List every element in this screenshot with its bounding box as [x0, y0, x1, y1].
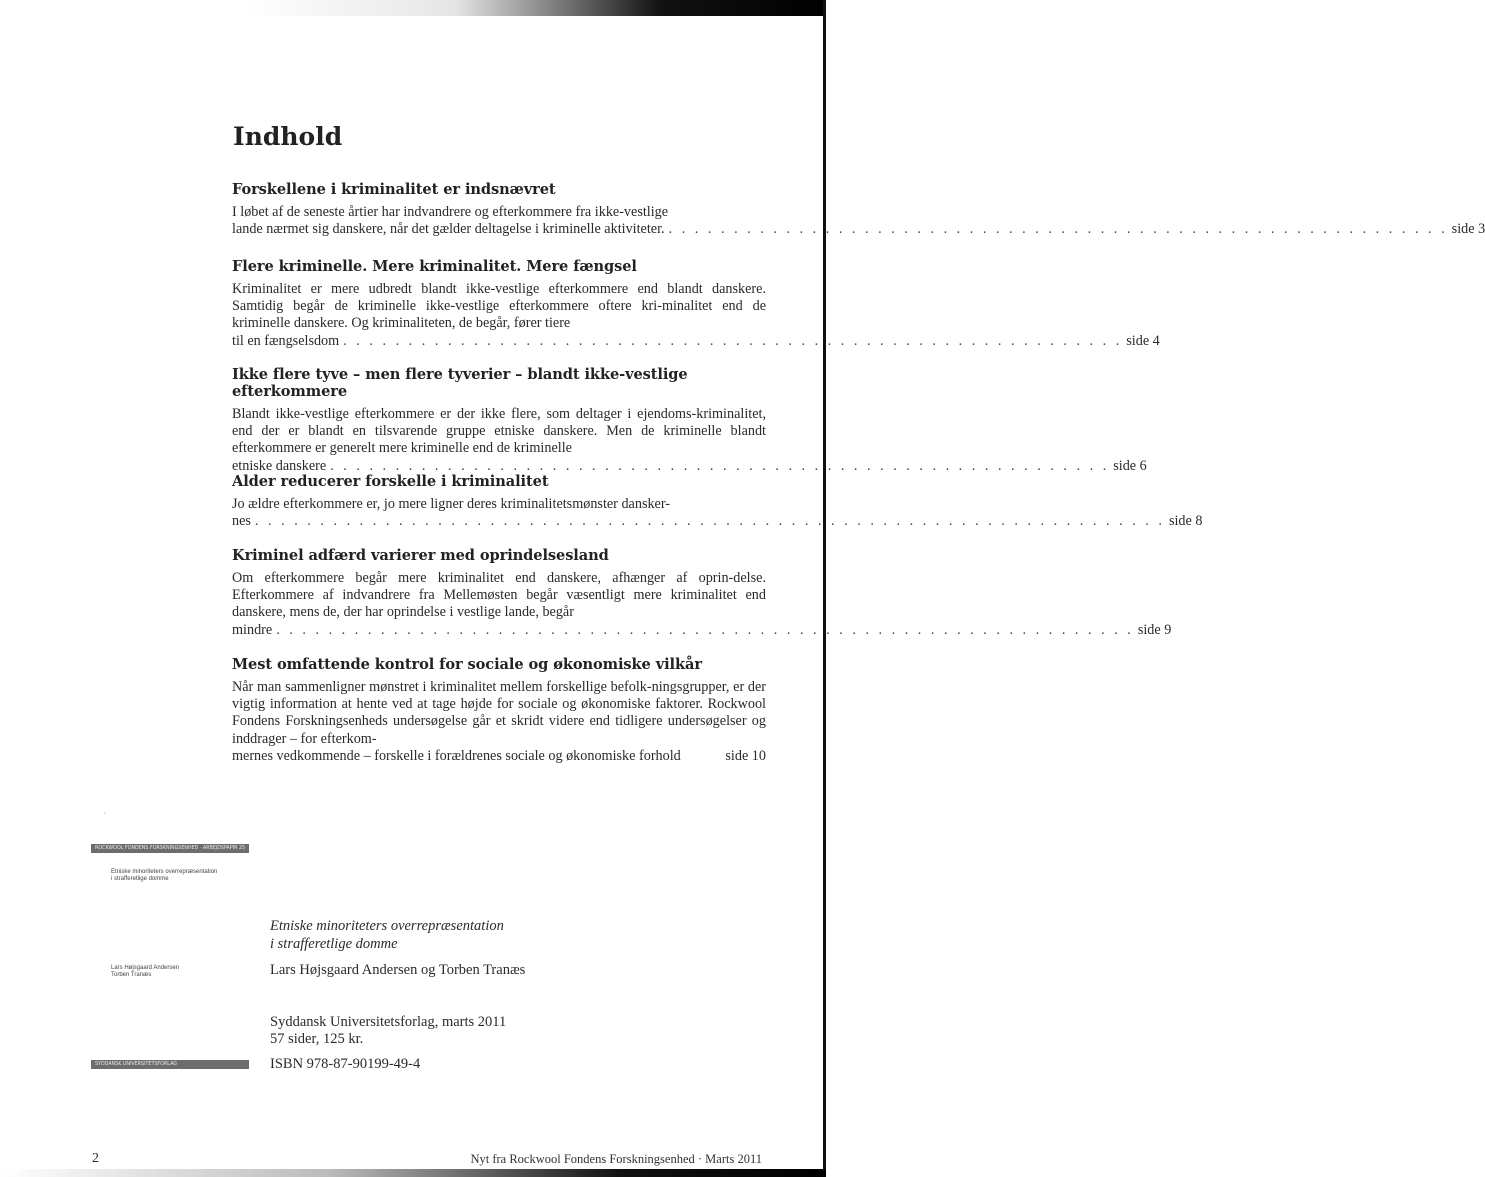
cover-author-1: Lars Højsgaard Andersen [111, 965, 180, 971]
toc-entry [232, 366, 1147, 475]
toc-entry-last-text: til en fængselsdom [232, 332, 340, 349]
book-title-line1: Etniske minoriteters overrepræsentation [270, 918, 504, 934]
toc-entry-last-line [232, 513, 1203, 530]
cover-top-band: ROCKWOOL FONDENS FORSKNINGSENHED · ARBEJDSPAPIR 25 [91, 844, 249, 853]
toc-page-ref: side 8 [1168, 513, 1203, 530]
toc-entry-body: Jo ældre efterkommere er, jo mere ligner deres kriminalitetsmønster dansker- [232, 496, 671, 512]
toc-page-ref: side 4 [1126, 332, 1160, 349]
scan-edge-right [823, 0, 826, 1177]
cover-title [111, 869, 217, 883]
toc-page-ref: side 10 [725, 747, 766, 764]
toc-entry-last-text: etniske danskere [232, 457, 327, 474]
toc-entry [232, 473, 1203, 530]
book-isbn: ISBN 978-87-90199-49-4 [270, 1056, 421, 1072]
toc-entry-last-line [232, 332, 1160, 350]
toc-entry-last-text: lande nærmet sig danskere, når det gælder deltagelse i kriminelle aktiviteter. [232, 221, 665, 238]
cover-bottom-band: SYDDANSK UNIVERSITETSFORLAG [91, 1060, 249, 1069]
book-title [270, 917, 504, 953]
toc-entry-body: I løbet af de seneste årtier har indvandrere og efterkommere fra ikke-vestlige [232, 204, 669, 220]
toc-leader-dots: . . . . . . . . . . . . . . . . . . . . . . . . . . . . . . . . . . . . . . . . . . . . . . . . . . . . . . . . . . . . [330, 457, 1110, 474]
toc-leader-dots: . . . . . . . . . . . . . . . . . . . . . . . . . . . . . . . . . . . . . . . . . . . . . . . . . . . . . . . . . . . . [343, 332, 1123, 349]
toc-entry [232, 656, 766, 765]
cover-authors [111, 965, 179, 979]
book-publication [270, 1014, 506, 1048]
toc-page-ref: side 6 [1113, 457, 1147, 474]
toc-entry-body: Blandt ikke-vestlige efterkommere er der ikke flere, som deltager i ejendoms-kriminalitet, end der er blandt en tilsvarende gruppe etniske danskere. Men de kriminelle blandt efterkommere er generelt mere kriminelle end de kriminelle [232, 406, 766, 457]
toc-entry [232, 181, 1485, 238]
toc-entry-last-line [232, 621, 1172, 639]
scan-edge-top [0, 0, 826, 16]
toc-entry-title: Forskellene i kriminalitet er indsnævret [232, 181, 556, 198]
toc-entry-last-text: mindre [232, 621, 273, 638]
running-footer: Nyt fra Rockwool Fondens Forskningsenhed · Marts 2011 [470, 1152, 762, 1166]
toc-entry-body: Om efterkommere begår mere kriminalitet end danskere, afhænger af oprin-delse. Efterkommere af indvandrere fra Mellemøsten begår væsentligt mere kriminalitet end danskere, mens de, der har oprindelse i vestlige lande, begår [232, 570, 766, 621]
toc-entry [232, 547, 1172, 639]
toc-entry [232, 258, 1160, 350]
toc-entry-title: Ikke flere tyve – men flere tyverier – blandt ikke-vestlige efterkommere [232, 366, 688, 400]
toc-entry-body: Kriminalitet er mere udbredt blandt ikke-vestlige efterkommere end blandt danskere. Samtidig begår de kriminelle ikke-vestlige efterkommere oftere kri-minalitet end de kriminelle danskere. Og kriminaliteten, de begår, fører tiere [232, 281, 766, 332]
book-publisher: Syddansk Universitetsforlag, marts 2011 [270, 1014, 507, 1030]
toc-entry-last-text: mernes vedkommende – forskelle i forældrenes sociale og økonomiske forhold [232, 747, 681, 764]
cover-title-line2: i strafferetlige domme [111, 876, 169, 882]
toc-entry-title: Kriminel adfærd varierer med oprindelsesland [232, 547, 609, 564]
toc-entry-title: Alder reducerer forskelle i kriminalitet [232, 473, 549, 490]
book-pages-price: 57 sider, 125 kr. [270, 1031, 364, 1047]
toc-entry-title: Mest omfattende kontrol for sociale og økonomiske vilkår [232, 656, 702, 673]
book-title-line2: i strafferetlige domme [270, 936, 398, 952]
scan-edge-bottom [0, 1169, 826, 1177]
cover-author-2: Torben Tranæs [111, 972, 152, 978]
toc-leader-dots: . . . . . . . . . . . . . . . . . . . . . . . . . . . . . . . . . . . . . . . . . . . . . . . . . . . . . . . . . . . . . . . . . . . . . . [254, 513, 1165, 530]
toc-leader-dots: . . . . . . . . . . . . . . . . . . . . . . . . . . . . . . . . . . . . . . . . . . . . . . . . . . . . . . . . . . . . . . . . . . [276, 621, 1134, 638]
toc-entry-last-text: nes [232, 513, 251, 530]
toc-entry-body: Når man sammenligner mønstret i kriminalitet mellem forskellige befolk-ningsgrupper, er der vigtig information at hente ved at tage højde for sociale og økonomiske faktorer. Rockwool Fondens Forskningsenheds undersøgelse går et skridt videre end tidligere undersøgelser og inddrager – for efterkom- [232, 679, 766, 747]
page-title: Indhold [233, 122, 343, 151]
toc-entry-title: Flere kriminelle. Mere kriminalitet. Mere fængsel [232, 258, 637, 275]
toc-page-ref: side 9 [1137, 621, 1172, 638]
page-number: 2 [92, 1151, 99, 1166]
book-authors: Lars Højsgaard Andersen og Torben Tranæs [270, 962, 526, 978]
toc-leader-dots: . . . . . . . . . . . . . . . . . . . . . . . . . . . . . . . . . . . . . . . . . . . . . . . . . . . . . . . . . . . . [668, 221, 1448, 238]
scan-speck: ` [103, 812, 107, 821]
toc-page-ref: side 3 [1451, 221, 1485, 238]
toc-entry-last-line [232, 748, 766, 765]
cover-title-line1: Etniske minoriteters overrepræsentation [111, 869, 218, 875]
toc-entry-last-line [232, 221, 1485, 238]
